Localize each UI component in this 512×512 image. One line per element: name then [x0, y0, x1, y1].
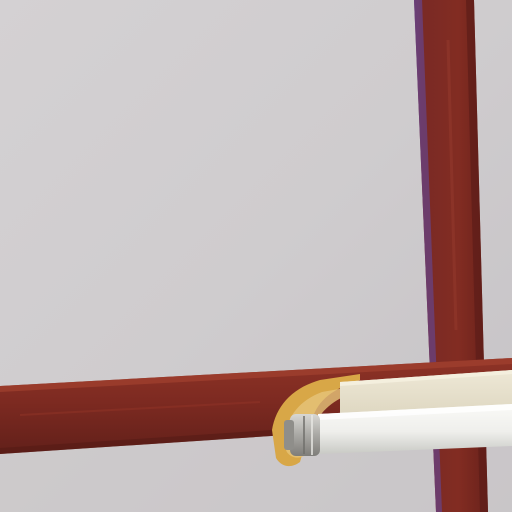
tube-end-cap: [284, 414, 320, 456]
